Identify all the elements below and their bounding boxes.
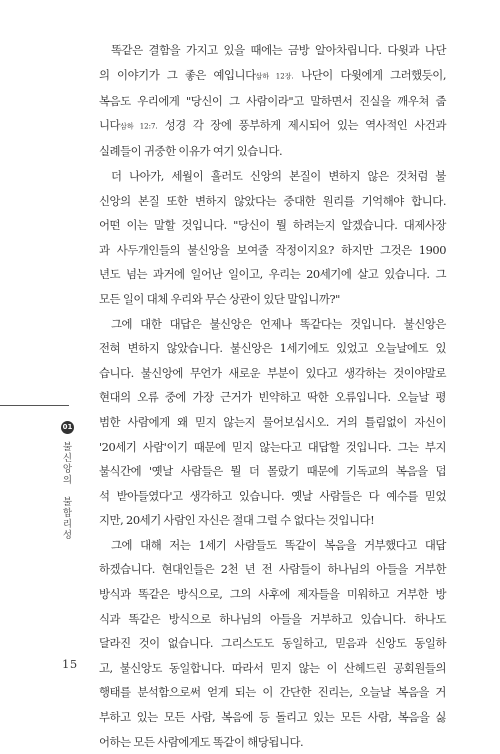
text-segment: 의 이야기가 그 좋은 예입니다 — [99, 67, 256, 82]
text-line: 년도 넘는 과거에 일어난 일이고, 우리는 20세기에 살고 있습니다. 그 — [99, 267, 446, 282]
text-line: 똑같은 결함을 가지고 있을 때에는 금방 알아차립니다. 다윗과 나단 — [111, 43, 446, 57]
text-line: 과 사두개인들의 불신앙을 보여줄 작정이지요? 하지만 그것은 1900 — [99, 242, 446, 257]
text-segment: 나단이 다윗에게 그러했듯이, — [301, 67, 446, 82]
paragraph-4 — [99, 533, 446, 754]
text-line: 범한 사람에게 왜 믿지 않는지 물어보십시오. 거의 틀림없이 자신이 — [99, 414, 446, 429]
scripture-reference: 삼하 12장. — [255, 72, 294, 81]
paragraph-2 — [99, 164, 446, 312]
text-line: 달라진 것이 없습니다. 그리스도도 동일하고, 믿음과 신앙도 동일하 — [99, 636, 446, 651]
text-segment: 니다 — [99, 118, 121, 133]
paragraph-3 — [99, 312, 446, 533]
text-line: 하겠습니다. 현대인들은 2천 년 전 사람들이 하나님의 아들을 거부한 — [99, 562, 446, 577]
text-line: 실례들이 귀중한 이유가 여기 있습니다. — [99, 144, 283, 159]
text-line: 어떤 이는 말할 것입니다. "당신이 뭘 하려는지 알겠습니다. 대제사장 — [99, 218, 446, 233]
text-line: 신앙의 본질 또한 변하지 않았다는 중대한 원리를 기억해야 합니다. — [99, 193, 446, 208]
text-line: 불식간에 '옛날 사람들은 뭘 더 몰랐기 때문에 기독교의 복음을 덥 — [99, 464, 446, 479]
text-line: 부하고 있는 모든 사람, 복음에 등 돌리고 있는 모든 사람, 복음을 싫 — [99, 710, 446, 725]
text-line: 행태를 분석함으로써 얻게 되는 이 간단한 진리는, 오늘날 복음을 거 — [99, 685, 446, 700]
text-line: '20세기 사람'이기 때문에 믿지 않는다고 대답할 것입니다. 그는 부지 — [99, 439, 446, 454]
text-line: 방식과 똑같은 방식으로, 그의 사후에 제자들을 미워하고 거부한 방 — [99, 587, 446, 602]
text-line: 석 받아들였다'고 생각하고 있습니다. 옛날 사람들은 다 예수를 믿었 — [99, 488, 446, 503]
chapter-title-vertical: 불 신 앙 의 불 합 리 성 — [62, 442, 73, 541]
text-line — [99, 63, 446, 89]
text-line — [99, 113, 446, 139]
sidebar-divider — [0, 405, 69, 406]
text-line: 그에 대한 대답은 불신앙은 언제나 똑같다는 것입니다. 불신앙은 — [111, 316, 446, 331]
text-line: 지만, 20세기 사람인 자신은 절대 그럴 수 없다는 것입니다! — [99, 513, 375, 528]
text-line: 전혀 변하지 않았습니다. 불신앙은 1세기에도 있었고 오늘날에도 있 — [99, 341, 446, 356]
text-line: 어하는 모든 사람에게도 똑같이 해당됩니다. — [99, 734, 304, 749]
text-line: 복음도 우리에게 "당신이 그 사람이라"고 말하면서 진실을 깨우쳐 줍 — [99, 93, 446, 108]
text-line: 모든 일이 대체 우리와 무슨 상관이 있단 말입니까?" — [99, 291, 340, 306]
page-number: 15 — [62, 657, 78, 671]
text-line: 더 나아가, 세월이 흘러도 신앙의 본질이 변하지 않은 것처럼 불 — [111, 168, 446, 183]
text-segment: 성경 각 장에 풍부하게 제시되어 있는 역사적인 사건과 — [164, 118, 446, 133]
text-line: 그에 대해 저는 1세기 사람들도 똑같이 복음을 거부했다고 대답 — [111, 537, 446, 552]
chapter-number-badge: 01 — [61, 421, 74, 434]
text-line: 고, 불신앙도 동일합니다. 따라서 믿지 않는 이 산헤드린 공회원들의 — [99, 660, 446, 675]
text-line: 습니다. 불신앙에 무언가 새로운 부분이 있다고 생각하는 것이야말로 — [99, 365, 446, 380]
body-text — [99, 38, 446, 754]
scripture-reference: 삼하 12:7. — [120, 122, 158, 131]
paragraph-1 — [99, 38, 446, 164]
text-line: 식과 똑같은 방식으로 하나님의 아들을 거부하고 있습니다. 하나도 — [99, 611, 446, 626]
text-line: 현대의 오류 중에 가장 근거가 빈약하고 딱한 오류입니다. 오늘날 평 — [99, 390, 446, 405]
